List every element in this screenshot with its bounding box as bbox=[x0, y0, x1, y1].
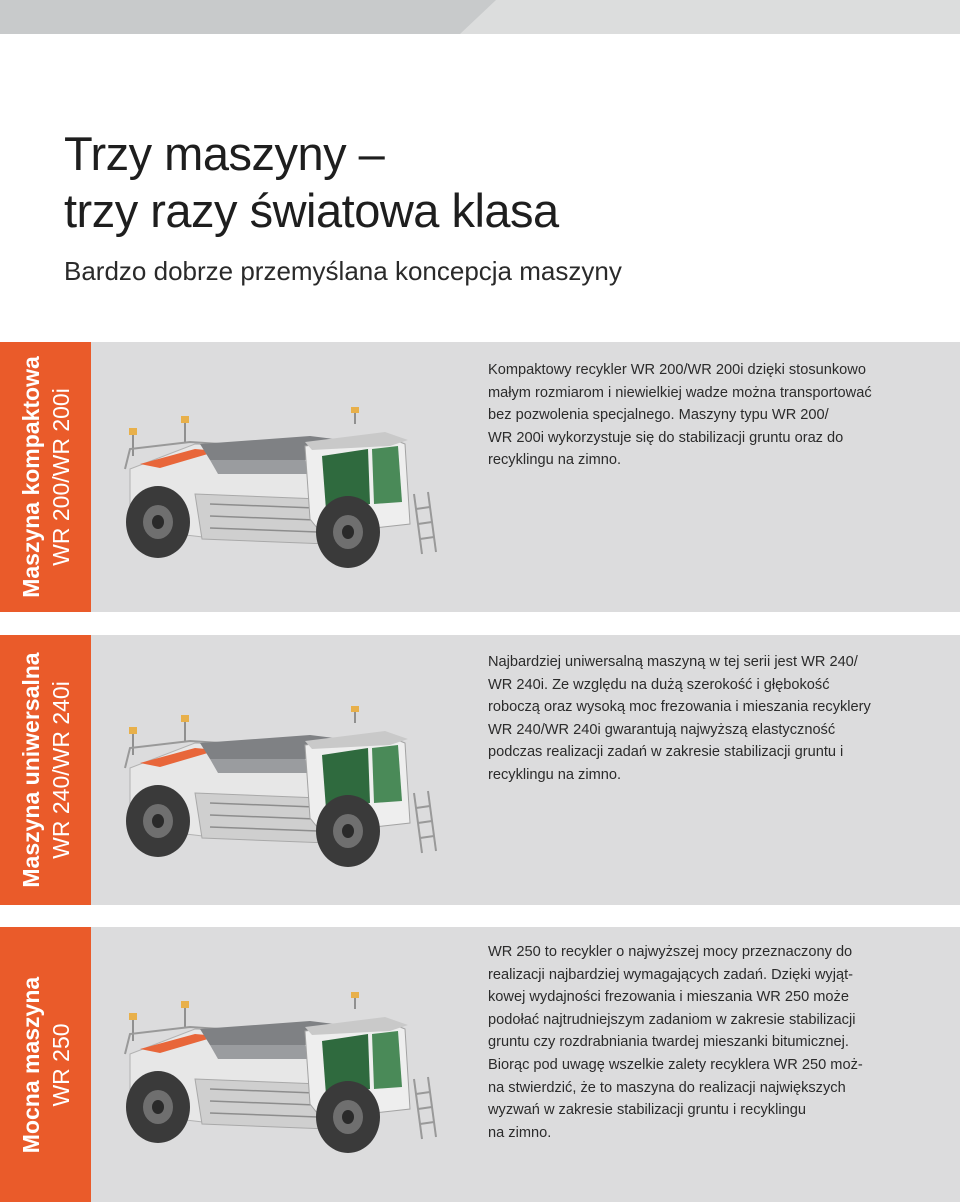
section-powerful bbox=[0, 927, 960, 1202]
tab-label-model: WR 240/WR 240i bbox=[47, 681, 74, 859]
section-universal bbox=[0, 635, 960, 905]
tab-label-category: Maszyna kompaktowa bbox=[17, 356, 44, 598]
machine-image bbox=[100, 404, 475, 574]
page-subtitle: Bardzo dobrze przemyślana koncepcja maszyny bbox=[64, 256, 622, 286]
tab-label-model: WR 200/WR 200i bbox=[47, 388, 74, 566]
description-line: roboczą oraz wysoką moc frezowania i mieszania recyklery bbox=[488, 699, 871, 716]
section-description bbox=[488, 651, 878, 787]
tab-label-category: Maszyna uniwersalna bbox=[17, 652, 44, 888]
description-line: gruntu czy rozdrabniania twardej mieszanki bitumicznej. bbox=[488, 1034, 849, 1051]
description-line: na stwierdzić, że to maszyna do realizacji największych bbox=[488, 1079, 846, 1096]
description-line: WR 240i. Ze względu na dużą szerokość i głębokość bbox=[488, 676, 830, 693]
top-bar bbox=[0, 0, 960, 34]
page-title-line2: trzy razy światowa klasa bbox=[64, 184, 559, 237]
description-line: realizacji najbardziej wymagających zadań. Dzięki wyjąt- bbox=[488, 966, 853, 983]
machine-image bbox=[100, 989, 475, 1159]
description-line: Kompaktowy recykler WR 200/WR 200i dzięki stosunkowo bbox=[488, 362, 866, 378]
description-line: małym rozmiarom i niewielkiej wadze można transportować bbox=[488, 384, 872, 401]
description-line: recyklingu na zimno. bbox=[488, 452, 622, 469]
section-tab bbox=[0, 342, 91, 612]
description-line: kowej wydajności frezowania i mieszania WR 250 może bbox=[488, 989, 849, 1006]
page-title-line1: Trzy maszyny – bbox=[64, 127, 385, 180]
top-bar-notch bbox=[460, 0, 960, 34]
description-line: recyklingu na zimno. bbox=[488, 766, 622, 783]
section-tab bbox=[0, 927, 91, 1202]
description-line: wyzwań w zakresie stabilizacji gruntu i recyklingu bbox=[488, 1102, 806, 1119]
description-line: podołać najtrudniejszym zadaniom w zakresie stabilizacji bbox=[488, 1011, 856, 1028]
description-line: podczas realizacji zadań w zakresie stabilizacji gruntu i bbox=[488, 744, 844, 761]
tab-label-model: WR 250 bbox=[47, 1022, 74, 1107]
description-line: WR 200i wykorzystuje się do stabilizacji gruntu oraz do bbox=[488, 429, 844, 446]
section-tab bbox=[0, 635, 91, 905]
description-line: WR 250 to recykler o najwyższej mocy przeznaczony do bbox=[488, 944, 853, 960]
description-line: WR 240/WR 240i gwarantują najwyższą elastyczność bbox=[488, 721, 836, 738]
page-title bbox=[64, 125, 559, 239]
section-description bbox=[488, 359, 878, 472]
machine-image bbox=[100, 703, 475, 873]
description-line: bez pozwolenia specjalnego. Maszyny typu WR 200/ bbox=[488, 407, 829, 424]
section-description bbox=[488, 941, 878, 1144]
section-compact bbox=[0, 342, 960, 612]
description-line: Biorąc pod uwagę wszelkie zalety recyklera WR 250 moż- bbox=[488, 1056, 863, 1073]
description-line: na zimno. bbox=[488, 1124, 552, 1141]
tab-label-category: Mocna maszyna bbox=[17, 976, 44, 1153]
description-line: Najbardziej uniwersalną maszyną w tej serii jest WR 240/ bbox=[488, 654, 858, 670]
